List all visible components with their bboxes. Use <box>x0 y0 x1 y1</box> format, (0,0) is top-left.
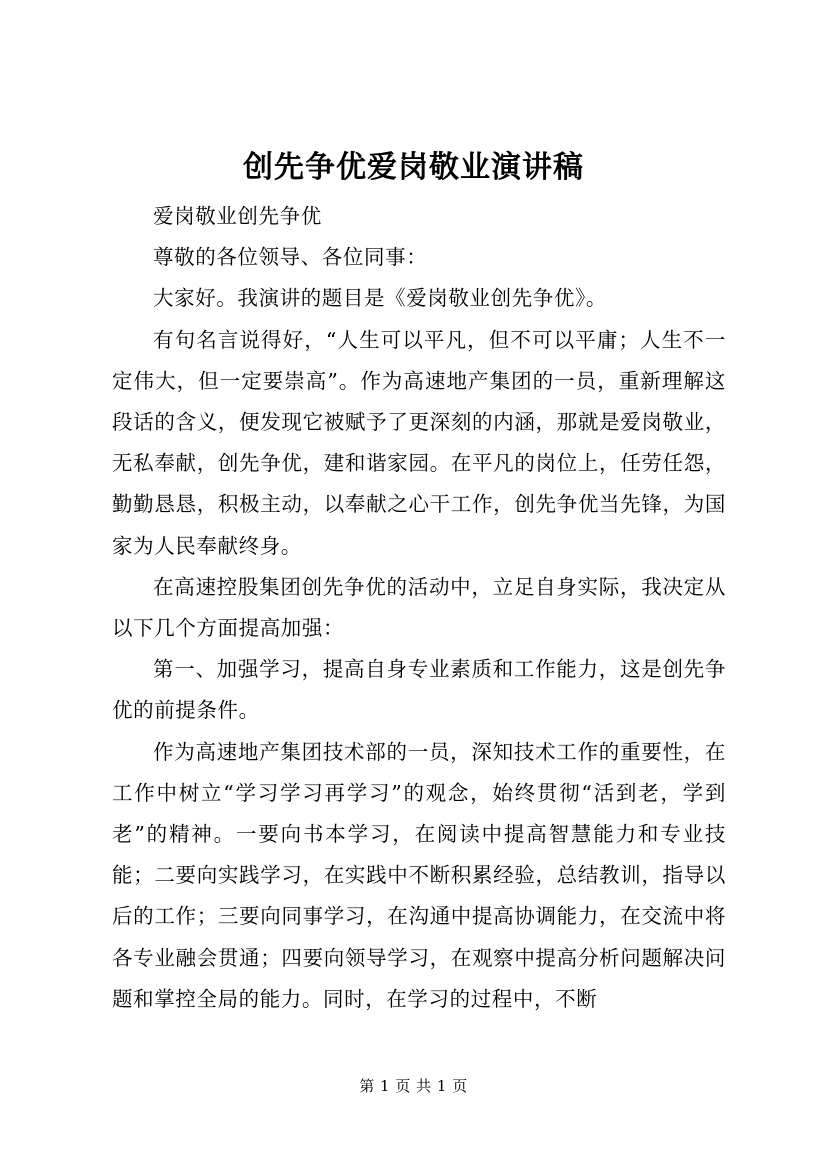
document-body <box>112 196 726 1020</box>
document-title: 创先争优爱岗敬业演讲稿 <box>243 150 584 185</box>
paragraph-subtitle: 爱岗敬业创先争优 <box>153 204 322 228</box>
paragraph-point-one-detail: 作为高速地产集团技术部的一员，深知技术工作的重要性，在工作中树立“学习学习再学习”的观念，始终贯彻“活到老，学到老”的精神。一要向书本学习，在阅读中提高智慧能力和专业技能；二要向实践学习，在实践中不断积累经验，总结教训，指导以后的工作；三要向同事学习，在沟通中提高协调能力，在交流中将各专业融会贯通；四要向领导学习，在观察中提高分析问题解决问题和掌控全局的能力。同时，在学习的过程中，不断 <box>112 739 726 1011</box>
paragraph-greeting: 大家好。我演讲的题目是《爱岗敬业创先争优》。 <box>153 286 607 311</box>
paragraph-point-one: 第一、加强学习，提高自身专业素质和工作能力，这是创先争优的前提条件。 <box>112 657 726 723</box>
paragraph-quote: 有句名言说得好，“人生可以平凡，但不可以平庸；人生不一定伟大，但一定要崇高”。作为高速地产集团的一员，重新理解这段话的含义，便发现它被赋予了更深刻的内涵，那就是爱岗敬业，无私奉献，创先争优，建和谐家园。在平凡的岗位上，任劳任怨，勤勤恳恳，积极主动，以奉献之心干工作，创先争优当先锋，为国家为人民奉献终身。 <box>112 327 726 558</box>
paragraph-salutation: 尊敬的各位领导、各位同事： <box>153 245 428 270</box>
paragraph-intro-plan: 在高速控股集团创先争优的活动中，立足自身实际，我决定从以下几个方面提高加强： <box>112 574 726 641</box>
page-footer: 第 1 页 共 1 页 <box>359 1077 468 1095</box>
